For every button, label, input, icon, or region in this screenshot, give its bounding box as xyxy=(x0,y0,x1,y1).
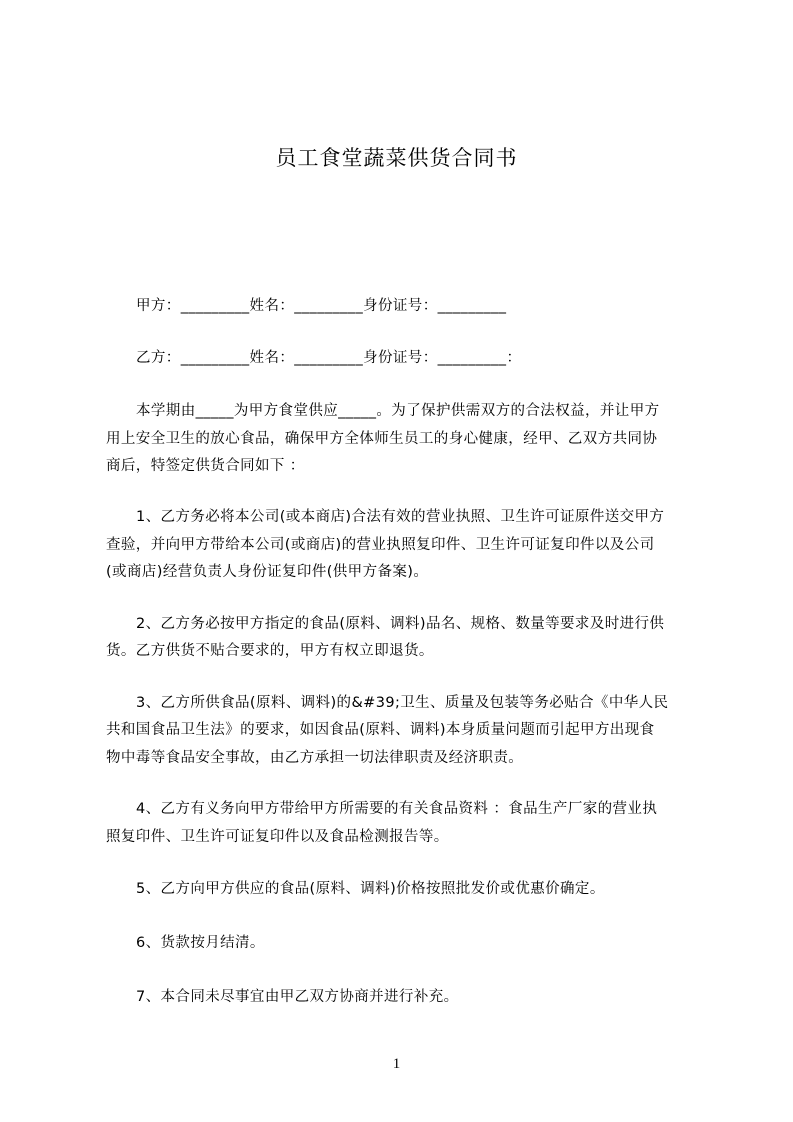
clause-4-line: 照复印件、卫生许可证复印件以及食品检测报告等。 xyxy=(106,829,449,845)
clause-3-line: 3、乙方所供食品(原料、调料)的&#39;卫生、质量及包装等务必贴合《中华人民 xyxy=(136,695,669,711)
clause-3-line: 共和国食品卫生法》的要求，如因食品(原料、调料)本身质量问题而引起甲方出现食 xyxy=(106,722,655,738)
clause-1-line: (或商店)经营负责人身份证复印件(供甲方备案)。 xyxy=(106,564,429,580)
party-a-line: 甲方：_________姓名：_________身份证号：_________ xyxy=(136,298,507,314)
clause-4-line: 4、乙方有义务向甲方带给甲方所需要的有关食品资料 ：食品生产厂家的营业执 xyxy=(136,801,658,817)
clause-2-line: 货。乙方供货不贴合要求的，甲方有权立即退货。 xyxy=(106,643,434,659)
page-number: 1 xyxy=(392,1056,401,1072)
clause-5-line: 5、乙方向甲方供应的食品(原料、调料)价格按照批发价或优惠价确定。 xyxy=(136,881,605,897)
intro-line: 用上安全卫生的放心食品，确保甲方全体师生员工的身心健康，经甲、乙双方共同协 xyxy=(106,431,658,447)
document-title: 员工食堂蔬菜供货合同书 xyxy=(275,146,518,170)
intro-line: 商后，特签定供货合同如下 ： xyxy=(106,458,305,474)
clause-2-line: 2、乙方务必按甲方指定的食品(原料、调料)品名、规格、数量等要求及时进行供 xyxy=(136,616,665,632)
clause-7-line: 7、本合同未尽事宜由甲乙双方协商并进行补充。 xyxy=(136,989,459,1005)
clause-1-line: 1、乙方务必将本公司(或本商店)合法有效的营业执照、卫生许可证原件送交甲方 xyxy=(136,509,665,525)
clause-3-line: 物中毒等食品安全事故，由乙方承担一切法律职责及经济职责。 xyxy=(106,750,524,766)
clause-6-line: 6、货款按月结清。 xyxy=(136,935,265,951)
party-b-line: 乙方：_________姓名：_________身份证号：_________： xyxy=(136,350,522,366)
clause-1-line: 查验，并向甲方带给本公司(或商店)的营业执照复印件、卫生许可证复印件以及公司 xyxy=(106,537,655,553)
intro-line: 本学期由_____为甲方食堂供应_____。为了保护供需双方的合法权益，并让甲方 xyxy=(136,403,660,419)
